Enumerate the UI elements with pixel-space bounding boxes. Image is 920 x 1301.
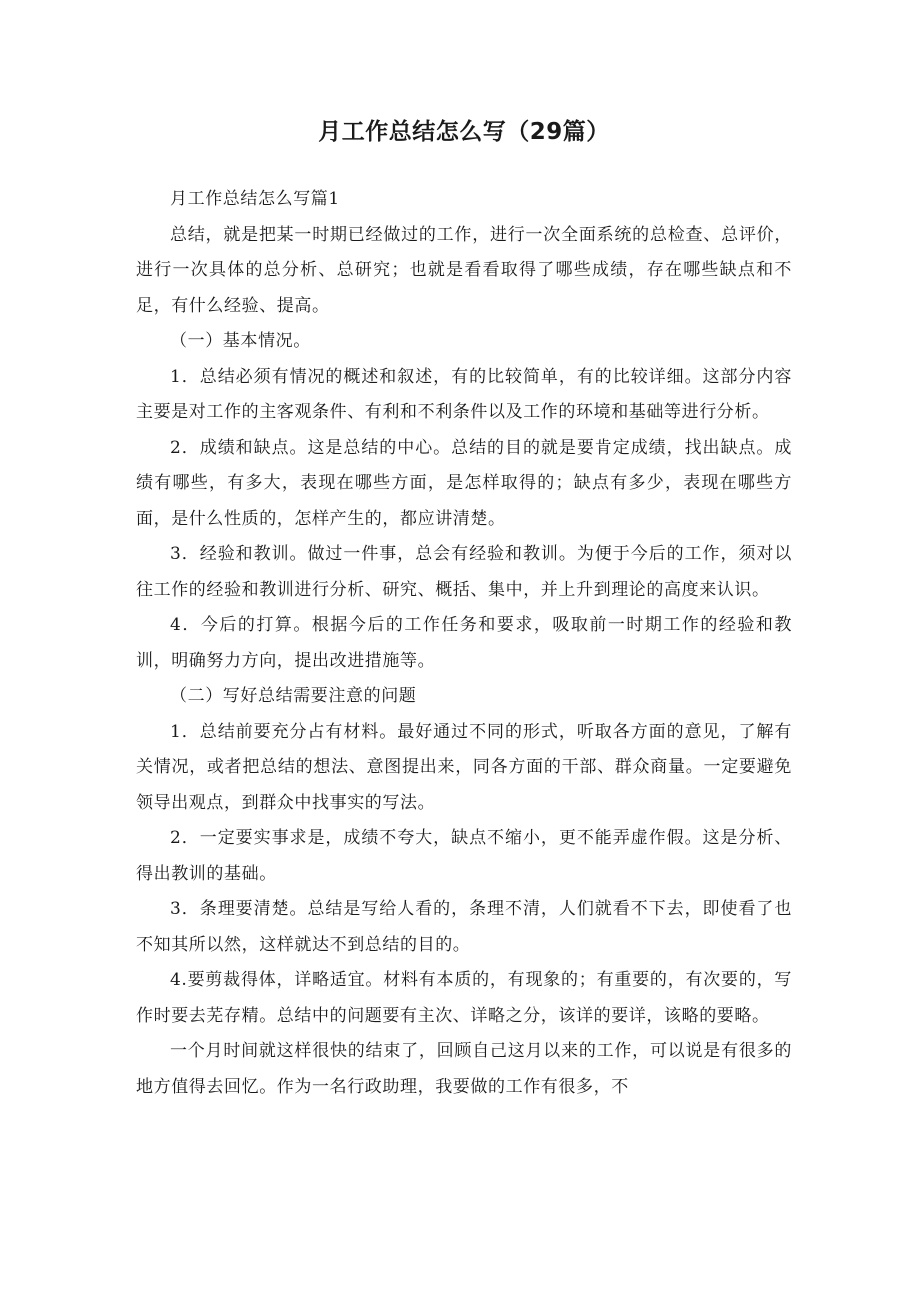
paragraph-item: 1．总结前要充分占有材料。最好通过不同的形式，听取各方面的意见，了解有关情况，或者把总结的想法、意图提出来，同各方面的干部、群众商量。一定要避免领导出观点，到群众中找事实的写法。 xyxy=(136,721,792,813)
paragraph-item: 3．经验和教训。做过一件事，总会有经验和教训。为便于今后的工作，须对以往工作的经验和教训进行分析、研究、概括、集中，并上升到理论的高度来认识。 xyxy=(136,544,792,600)
paragraph-item: 1．总结必须有情况的概述和叙述，有的比较简单，有的比较详细。这部分内容主要是对工作的主客观条件、有利和不利条件以及工作的环境和基础等进行分析。 xyxy=(136,366,792,422)
paragraph-item: 2．成绩和缺点。这是总结的中心。总结的目的就是要肯定成绩，找出缺点。成绩有哪些，有多大，表现在哪些方面，是怎样取得的；缺点有多少，表现在哪些方面，是什么性质的，怎样产生的，都应讲清楚。 xyxy=(136,437,792,529)
document-title: 月工作总结怎么写（29篇） xyxy=(318,119,610,145)
paragraph-intro: 总结，就是把某一时期已经做过的工作，进行一次全面系统的总检查、总评价，进行一次具体的总分析、总研究；也就是看看取得了哪些成绩，存在哪些缺点和不足，有什么经验、提高。 xyxy=(136,224,792,316)
document-page xyxy=(136,112,792,1105)
paragraph-body: 一个月时间就这样很快的结束了，回顾自己这月以来的工作，可以说是有很多的地方值得去回忆。作为一名行政助理，我要做的工作有很多，不 xyxy=(136,1041,792,1097)
paragraph-item: 4.要剪裁得体，详略适宜。材料有本质的，有现象的；有重要的，有次要的，写作时要去芜存精。总结中的问题要有主次、详略之分，该详的要详，该略的要略。 xyxy=(136,970,792,1026)
subheading-basic: （一）基本情况。 xyxy=(170,331,311,351)
paragraph-item: 4．今后的打算。根据今后的工作任务和要求，吸取前一时期工作的经验和教训，明确努力方向，提出改进措施等。 xyxy=(136,615,792,671)
subheading-notes: （二）写好总结需要注意的问题 xyxy=(170,686,417,706)
paragraph-item: 3．条理要清楚。总结是写给人看的，条理不清，人们就看不下去，即使看了也不知其所以然，这样就达不到总结的目的。 xyxy=(136,899,792,955)
paragraph-item: 2．一定要实事求是，成绩不夸大，缺点不缩小，更不能弄虚作假。这是分析、得出教训的基础。 xyxy=(136,828,792,884)
section-heading: 月工作总结怎么写篇1 xyxy=(170,189,340,209)
